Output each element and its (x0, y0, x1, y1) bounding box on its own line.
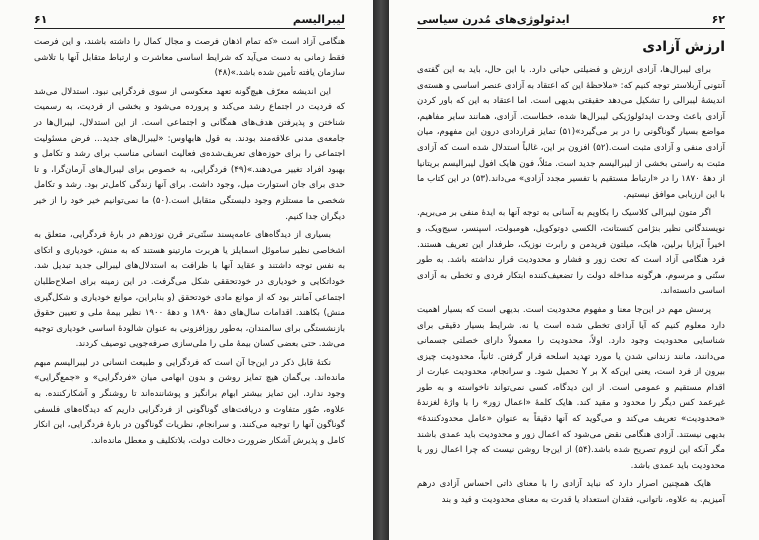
running-header (34, 8, 345, 29)
paragraph: هایک همچنین اصرار دارد که نباید آزادی را با معنای ذاتی احساس آزادی درهم آمیزیم. به علاوه، ناتوانی، فقدان استعداد یا قدرت به معنای محدودیت و قید و بند (417, 479, 725, 506)
paragraph: برای لیبرال‌ها، آزادی ارزش و فضیلتی حیاتی دارد. با این حال، باید به این گفته‌ی آنتونی آربلاستر توجه کنیم که: «ملاحظهٔ این که اعتقاد به آزادی عنصر اساسی و هسته‌ی اندیشهٔ لیبرالی را تشکیل می‌دهد حقیقتی بدیهی است. اما اعتقاد به این که باور کردن آزادی باعث وحدت ایدئولوژیکی لیبرال‌ها شده، خطاست. آزادی، همانند سایر مفاهیم، مواضع بسیار گوناگونی را در بر می‌گیرد»(۵۱) تمایز قراردادی درون این مفهوم، میان آزادی منفی و آزادی مثبت است.(۵۲) افزون بر این، غالباً استدلال شده است که آزادی مثبت به راستی بخشی از لیبرالیسم جدید است. مثلاً، فون هایک افول لیبرالیسم بریتانیا از دههٔ ۱۸۷۰ را در «ارتباط مستقیم با تفسیر مجدد آزادی» می‌داند.(۵۳) در این کتاب ما با این ارزیابی موافق نیستیم. (417, 65, 725, 200)
section-heading: ارزش آزادی (642, 39, 725, 55)
body-text (417, 63, 725, 509)
running-header (417, 8, 725, 29)
paragraph: اگر متون لیبرالی کلاسیک را بکاویم به آسانی به توجه آنها به ایدهٔ منفی بر می‌بریم. نویسندگانی نظیر بنژامن کنستانت، الکسی دوتوکویل، هومبولت، اسپنسر، سیج‌ویک، و اخیراً آیزایا برلین، هایک، میلتون فریدمن و رابرت نوزیک، طرفدار این تعریف هستند. فرد هنگامی آزاد است که تحت زور و فشار و محدودیت قرار نداشته باشد. به طور سنّتی و مرسوم، هرگونه مداخله دولت را تضعیف‌کننده ابتکار فردی و تخطی به آزادی اساسی دانسته‌اند. (417, 208, 725, 297)
left-page (0, 0, 373, 540)
body-text (34, 35, 345, 449)
paragraph: پرسش مهم در این‌جا معنا و مفهوم محدودیت است. بدیهی است که بسیار اهمیت دارد معلوم کنیم که آیا آزادی تخطی شده است یا نه. شرایط بسیار دقیقی برای شناسایی محدودیت وجود دارد. اولاً، محدودیت را معمولاً دارای خصلتی جسمانی می‌دانند، مانند زندانی شدن یا مورد تهدید اسلحه قرار گرفتن. ثانیاً، محدودیت چیزی بیرون از فرد است، یعنی این‌که X بر Y تحمیل شود. و سرانجام، محدودیت عبارت از اقدام مستقیم و عمومی است. از این دیدگاه، کسی نمی‌تواند ناخواسته و به طور غیرعمد کس دیگر را محدود و مقید کند. هایک کلمهٔ «اعمال زور» را با واژهٔ لغزندهٔ «محدودیت» تعریف می‌کند و می‌گوید که آنها دقیقاً به عنوان «عامل محدودکنندهٔ» بدیهی نیستند. آزادی هنگامی نقض می‌شود که اعمال زور و محدودیت باید عمدی باشند مگر آنکه این لزوم تصریح شده باشد.(۵۴) از این‌جا روشن نیست که چرا اعمال زور یا محدودیت باید عمدی باشد. (417, 304, 726, 471)
page-number: ۶۱ (34, 13, 48, 26)
paragraph: نکتهٔ قابل ذکر در این‌جا آن است که فردگرایی و طبیعت انسانی در لیبرالیسم مبهم ماند‌ه‌اند. بی‌گمان هیچ تمایز روشن و بدون ابهامی میان «فردگرایی» و «جمع‌گرایی» وجود ندارد. این تمایز بیشتر ابهام برانگیز و پوشاننده‌اند تا روشنگر و آشکارکننده. به علاوه، صُوَر متفاوت و دریافت‌های گوناگونی از فردگرایی داریم که دیدگاه‌های فلسفی گوناگون آنها را توجیه می‌کنند. و سرانجام، نظریات گوناگون در بارهٔ فردگرایی، این انکار کامل و پذیرش آشکار ضرورت دخالت دولت، بلاتکلیف و معطل مانده‌اند. (34, 357, 345, 446)
page-number: ۶۲ (711, 13, 725, 26)
paragraph: بسیاری از دیدگاه‌های عامه‌پسند سنّتی‌تر قرن نوزدهم در بارهٔ فردگرایی، متعلق به اشخاصی نظیر ساموئل اسمایلز یا هربرت مارتینو هستند که به منش، خودیاری و اتکای به نفس توجه داشتند و عقاید آنها با ظرافت به استدلال‌های لیبرالی جدید تبدیل شد. خوداتکایی و خودیاری در خودتحققی شکل می‌گرفت. در این زمینه برای اصلاح‌طلبان اجتماعی آمانتر بود که از موانع مادی خودتحقق (و بنابراین، موانع خودیاری و شکل‌گیری منش) بکاهند. اقدامات سال‌های دههٔ ۱۸۹۰ و دههٔ ۱۹۰۰ نظیر بیمهٔ ملی و تعیین حقوق بازنشستگی برای سالمندان، به‌طور روزافزونی به عنوان شالودهٔ اساسی خودیاری توجیه می‌شد. حتی بعضی کسان بیمهٔ ملی را ملی‌سازی صرفه‌جویی توصیف کردند. (34, 230, 345, 350)
paragraph: هنگامی آزاد است «که تمام اذهان فرصت و مجال کمال را داشته باشند، و این فرصت فقط زمانی به دست می‌آید که شرایط اساسی معاشرت و ارتباط متقابل آنها با تلاشی سازمان یافته تأمین شده باشد.»(۴۸) (34, 37, 345, 79)
running-title: ایدئولوژی‌های مُدرن سیاسی (417, 13, 570, 26)
book-gutter (373, 0, 389, 540)
running-title: لیبرالیسم (292, 13, 345, 26)
paragraph: این اندیشه معرّف هیچ‌گونه تعهد معکوسی از سوی فردگرایی نبود. استدلال می‌شد که فردیت در اجتماع رشد می‌کند و پرورده می‌شود و بخشی از فردیت، به رسمیت شناختن و پذیرفتن هدف‌های همگانی و اجتماعی است. از این استدلال، لیبرال‌ها در جامعه‌ی مدنی علاقه‌مند بودند. به قول هابهاوس: «لیبرال‌های جدید... فرض مسئولیت اجتماعی را برای حوزه‌های تعریف‌شده‌ی فعالیت انسانی مناسب برای رشد و تکامل و بهبود افراد تغییر می‌دهند.»(۴۹) فردگرایی، به خصوص برای لیبرال‌های آرمان‌گرا، و تا حدی برای جان استوارت میل، وجود داشت. برای آنها زندگی کامل‌تر بود. رشد و تکامل شخصی ما مستلزم وجود دلبستگی متقابل است.(۵۰) ما نمی‌توانیم خیر خود را از خیر دیگران جدا کنیم. (34, 86, 346, 222)
right-page (389, 0, 759, 540)
